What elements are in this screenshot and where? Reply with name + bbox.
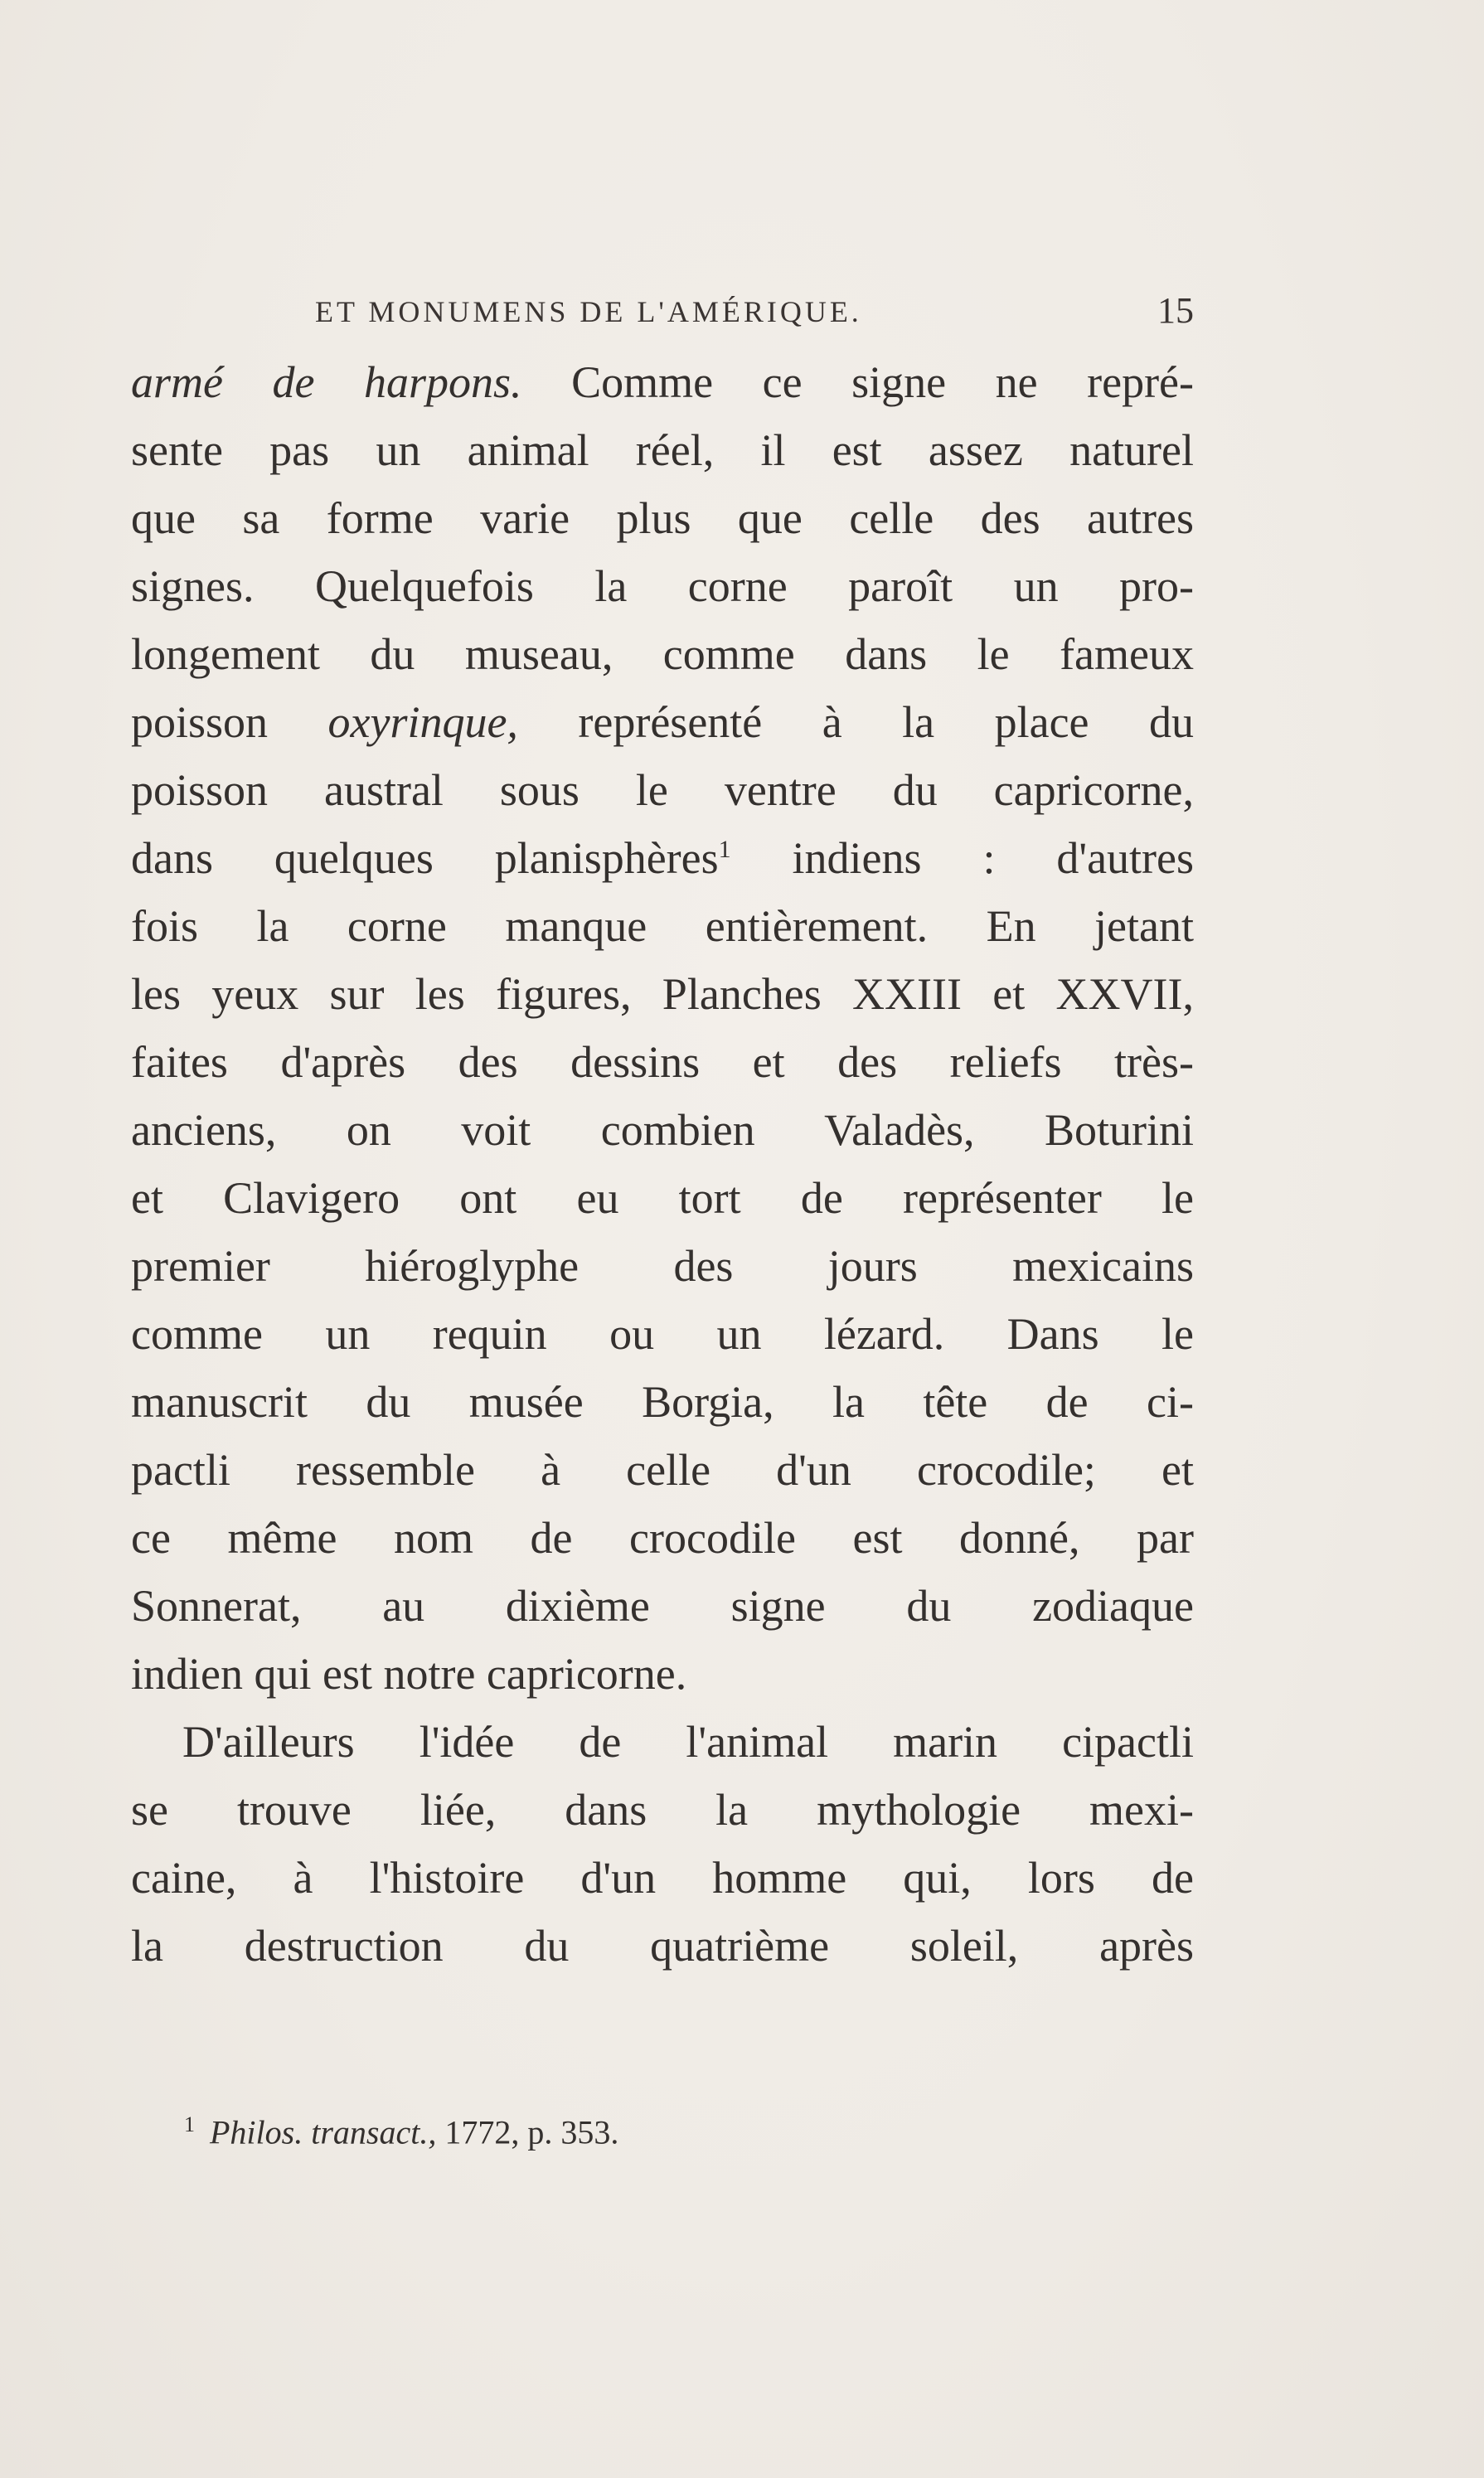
page-header — [315, 290, 1194, 344]
text-line — [131, 688, 1194, 756]
page-number: 15 — [1157, 290, 1194, 331]
footnote — [184, 2112, 1096, 2151]
body-text — [131, 348, 1194, 1980]
text-line: manuscrit du musée Borgia, la tête de ci- — [131, 1377, 1194, 1427]
text-span: représenté à la place du — [517, 697, 1194, 747]
text-line: pactli ressemble à celle d'un crocodile; et — [131, 1445, 1194, 1495]
text-line: longement du museau, comme dans le fameux — [131, 629, 1194, 679]
text-line: et Clavigero ont eu tort de représenter le — [131, 1173, 1194, 1223]
text-line: la destruction du quatrième soleil, après — [131, 1921, 1194, 1971]
text-line: poisson austral sous le ventre du capricorne, — [131, 765, 1194, 815]
running-head: ET MONUMENS DE L'AMÉRIQUE. — [315, 295, 862, 328]
text-line: premier hiéroglyphe des jours mexicains — [131, 1241, 1194, 1291]
text-line — [131, 348, 1194, 416]
text-span: dans quelques planisphères — [131, 833, 719, 883]
text-line: anciens, on voit combien Valadès, Boturini — [131, 1105, 1194, 1155]
footnote-reference: 1 — [718, 836, 731, 863]
italic-phrase: oxyrinque, — [327, 697, 518, 747]
text-line: indien qui est notre capricorne. — [131, 1649, 687, 1699]
footnote-mark: 1 — [184, 2112, 195, 2136]
text-line: sente pas un animal réel, il est assez naturel — [131, 425, 1194, 475]
text-line: comme un requin ou un lézard. Dans le — [131, 1309, 1194, 1359]
italic-phrase: armé de harpons. — [131, 357, 522, 407]
text-line: se trouve liée, dans la mythologie mexi- — [131, 1785, 1194, 1835]
text-span: indiens : d'autres — [730, 833, 1195, 883]
text-line: ce même nom de crocodile est donné, par — [131, 1513, 1194, 1563]
text-line: caine, à l'histoire d'un homme qui, lors de — [131, 1853, 1194, 1903]
text-line: fois la corne manque entièrement. En jetant — [131, 901, 1194, 951]
text-line — [131, 824, 1194, 892]
footnote-detail: 1772, p. 353. — [436, 2113, 619, 2151]
text-line: D'ailleurs l'idée de l'animal marin cipactli — [182, 1717, 1194, 1767]
text-line: les yeux sur les figures, Planches XXIII et XXVII, — [131, 969, 1194, 1019]
footnote-source: Philos. transact., — [210, 2113, 437, 2151]
text-line: Sonnerat, au dixième signe du zodiaque — [131, 1581, 1194, 1631]
text-span: poisson — [131, 697, 328, 747]
text-line: faites d'après des dessins et des reliefs très- — [131, 1037, 1194, 1087]
text-line: que sa forme varie plus que celle des autres — [131, 493, 1194, 543]
text-span: Comme ce signe ne repré- — [521, 357, 1195, 407]
text-line: signes. Quelquefois la corne paroît un pro- — [131, 561, 1194, 611]
